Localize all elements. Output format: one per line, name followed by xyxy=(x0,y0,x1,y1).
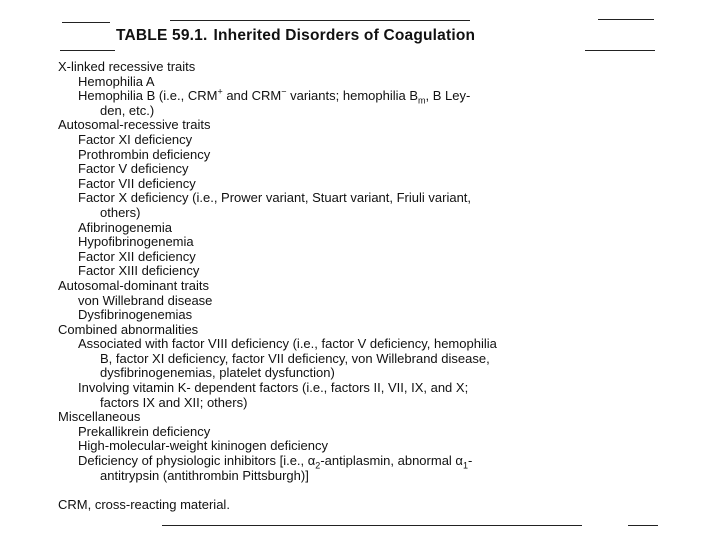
list-item: von Willebrand disease xyxy=(78,292,213,308)
list-item: Factor XI deficiency xyxy=(78,131,193,147)
category-miscellaneous: Miscellaneous xyxy=(58,409,141,425)
text-run: and CRM xyxy=(222,88,282,104)
list-item-continuation: others) xyxy=(100,204,141,220)
list-item: Factor XIII deficiency xyxy=(78,263,200,279)
list-item-continuation: factors IX and XII; others) xyxy=(100,394,248,410)
list-item: Hypofibrinogenemia xyxy=(78,234,194,250)
bottom-rule-right xyxy=(628,525,658,526)
list-item-associated: Associated with factor VIII deficiency (i.e., factor V deficiency, hemophilia xyxy=(78,336,497,352)
list-item-inhibitors xyxy=(0,454,720,469)
text-run: variants; hemophilia B xyxy=(286,88,419,104)
top-rule-right xyxy=(598,19,654,20)
list-item-continuation: B, factor XI deficiency, factor VII deficiency, von Willebrand disease, xyxy=(100,350,490,366)
subscript: 1 xyxy=(462,460,468,471)
category-autosomal-recessive: Autosomal-recessive traits xyxy=(58,117,211,133)
text-run: , B Ley- xyxy=(425,88,471,104)
superscript: − xyxy=(281,86,287,97)
list-item-continuation: den, etc.) xyxy=(100,102,155,118)
list-item: Prothrombin deficiency xyxy=(78,146,211,162)
top-rule-center xyxy=(170,20,470,21)
superscript: + xyxy=(217,86,223,97)
title-underline-left xyxy=(60,50,115,51)
list-item: Prekallikrein deficiency xyxy=(78,423,211,439)
list-item-continuation: dysfibrinogenemias, platelet dysfunction) xyxy=(100,365,335,381)
list-item-continuation: antitrypsin (antithrombin Pittsburgh)] xyxy=(100,467,309,483)
subscript: m xyxy=(418,95,426,106)
text-run: Hemophilia B (i.e., CRM xyxy=(78,88,218,104)
list-item: Factor V deficiency xyxy=(78,161,189,177)
table-title-text: Inherited Disorders of Coagulation xyxy=(213,27,476,44)
top-rule-left xyxy=(62,22,110,23)
list-item-vitamin-k: Involving vitamin K- dependent factors (i.e., factors II, VII, IX, and X; xyxy=(78,380,469,396)
list-item: Factor XII deficiency xyxy=(78,248,196,264)
text-run: Deficiency of physiologic inhibitors [i.e., α xyxy=(78,453,316,469)
list-item: Hemophilia A xyxy=(78,73,155,89)
list-item-factor-x: Factor X deficiency (i.e., Prower variant, Stuart variant, Friuli variant, xyxy=(78,190,472,206)
list-item: High-molecular-weight kininogen deficiency xyxy=(78,438,329,454)
list-item-hemophilia-b xyxy=(0,86,720,106)
list-item: Factor VII deficiency xyxy=(78,175,196,191)
category-combined-abnormalities: Combined abnormalities xyxy=(58,321,199,337)
category-autosomal-dominant: Autosomal-dominant traits xyxy=(58,277,210,293)
subscript: 2 xyxy=(315,460,321,471)
table-body xyxy=(0,60,720,483)
table-title xyxy=(116,27,475,45)
footnote: CRM, cross-reacting material. xyxy=(58,497,230,512)
list-item: Afibrinogenemia xyxy=(78,219,172,235)
title-underline-right xyxy=(585,50,655,51)
bottom-rule-center xyxy=(162,525,582,526)
text-run: - xyxy=(467,453,473,469)
category-x-linked: X-linked recessive traits xyxy=(58,59,196,74)
text-run: -antiplasmin, abnormal α xyxy=(320,453,463,469)
table-number: TABLE 59.1. xyxy=(116,27,208,44)
list-item: Dysfibrinogenemias xyxy=(78,307,193,323)
